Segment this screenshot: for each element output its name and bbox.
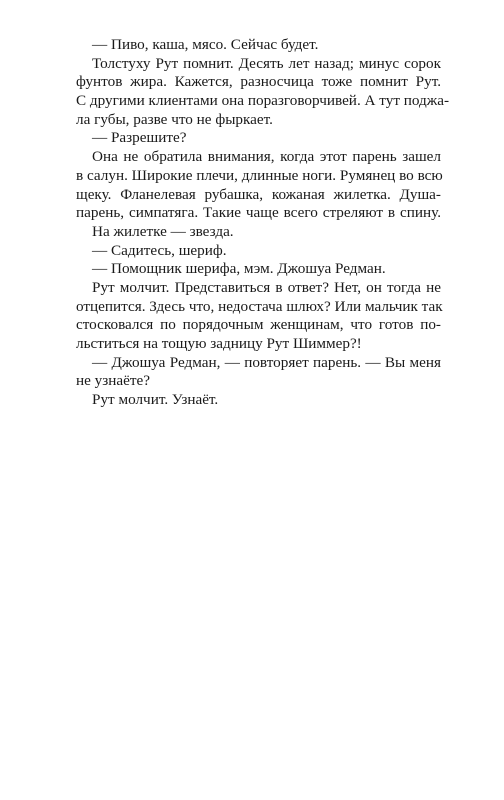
text-line: На жилетке — звезда. (92, 222, 234, 240)
text-line: Рут молчит. Узнаёт. (92, 391, 219, 409)
text-line: — Помощник шерифа, мэм. Джошуа Редман. (92, 260, 386, 278)
text-line: Она не обратила внимания, когда этот парень зашел (92, 148, 441, 166)
text-line: ла губы, разве что не фыркает. (76, 110, 273, 128)
text-line: С другими клиентами она поразговорчивей. А тут поджа- (76, 92, 450, 110)
text-line: фунтов жира. Кажется, разносчица тоже помнит Рут. (76, 73, 441, 91)
text-line: щеку. Фланелевая рубашка, кожаная жилетка. Душа- (76, 185, 441, 203)
text-line: в салун. Широкие плечи, длинные ноги. Румянец во всю (76, 166, 443, 184)
text-line: парень, симпатяга. Такие чаще всего стреляют в спину. (76, 204, 441, 222)
text-line: — Разрешите? (92, 129, 187, 147)
text-line: — Пиво, каша, мясо. Сейчас будет. (92, 36, 319, 53)
text-line: отцепится. Здесь что, недостача шлюх? Или мальчик так (76, 297, 443, 315)
text-line: — Джошуа Редман, — повторяет парень. — Вы меня (92, 353, 441, 371)
page-text (76, 36, 450, 410)
text-line: стосковался по порядочным женщинам, что готов по- (76, 316, 441, 334)
text-line: Рут молчит. Представиться в ответ? Нет, он тогда не (92, 278, 441, 296)
text-line: льститься на тощую задницу Рут Шиммер?! (76, 335, 362, 352)
text-line: Толстуху Рут помнит. Десять лет назад; минус сорок (92, 54, 441, 72)
text-line: не узнаёте? (76, 372, 150, 390)
text-line: — Садитесь, шериф. (92, 241, 227, 259)
